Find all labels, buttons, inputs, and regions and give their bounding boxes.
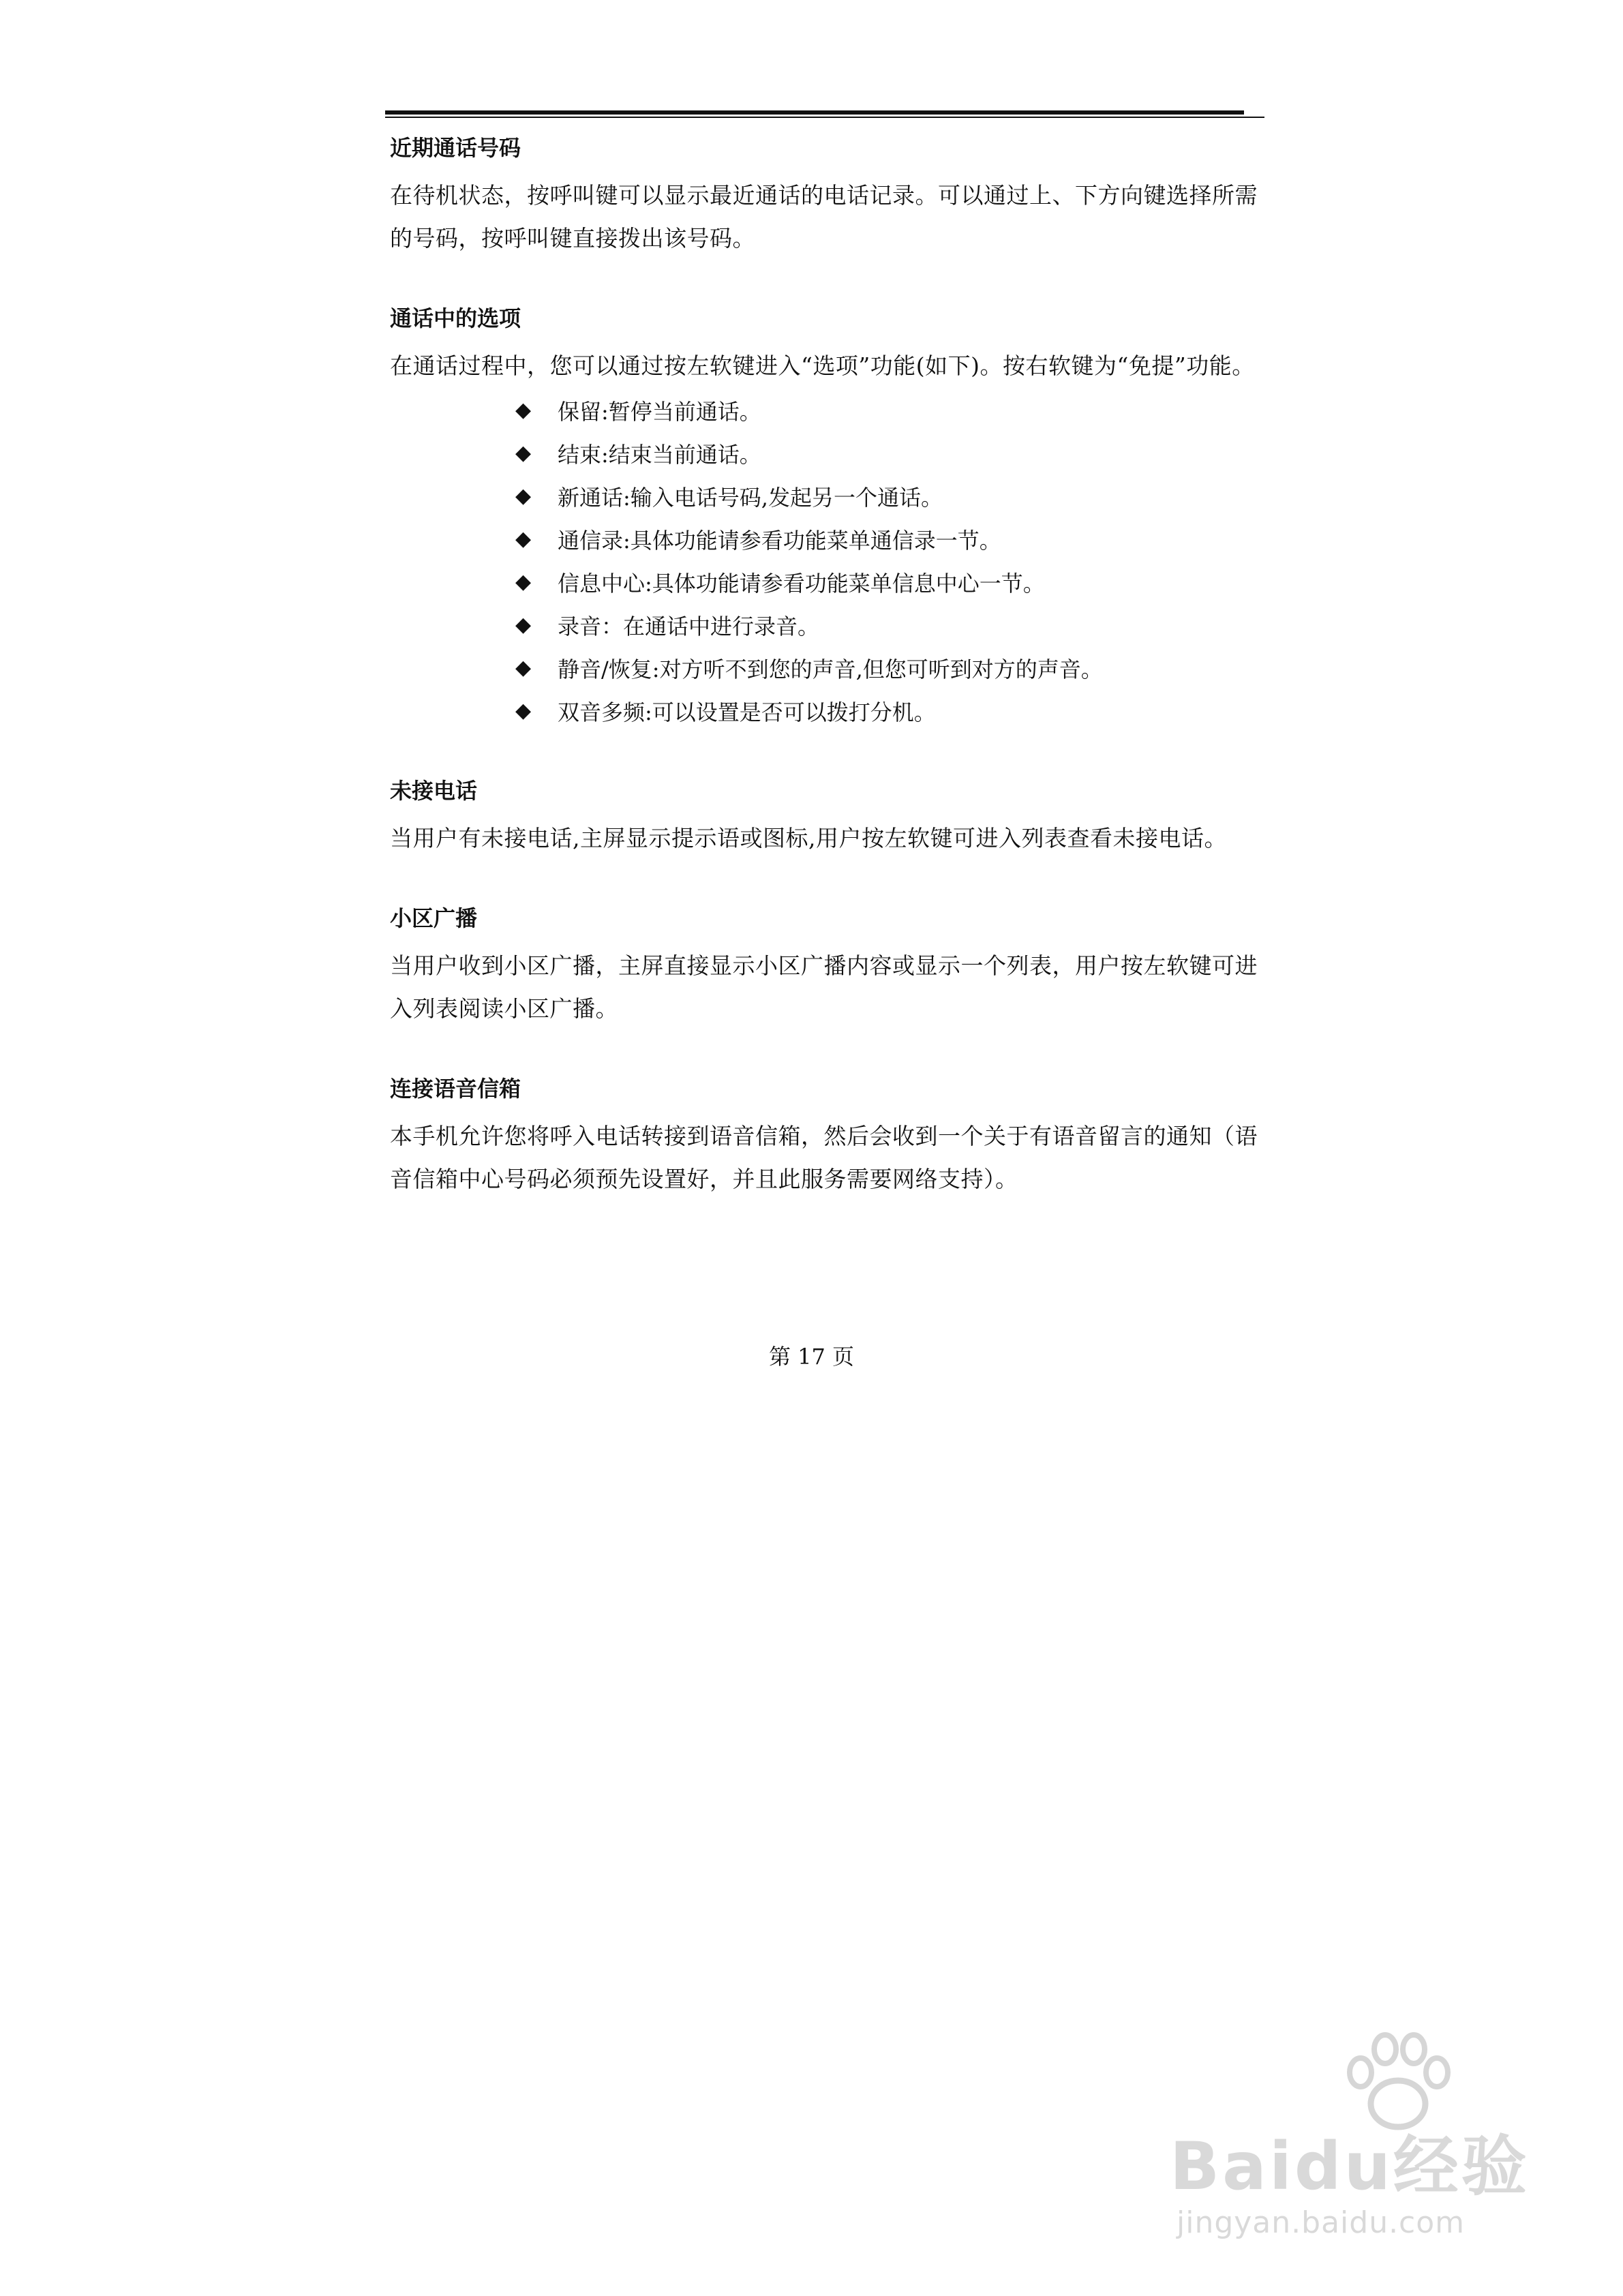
watermark-brand: Baidu经验	[1170, 2128, 1530, 2205]
section-paragraph: 当用户收到小区广播，主屏直接显示小区广播内容或显示一个列表，用户按左软键可进入列表阅读小区广播。	[390, 952, 1258, 1022]
diamond-bullet-icon: ◆	[515, 440, 532, 465]
section-heading: 通话中的选项	[390, 305, 521, 331]
page-content	[390, 133, 1264, 1244]
list-item-text: 信息中心:具体功能请参看功能菜单信息中心一节。	[558, 570, 1045, 596]
list-item	[515, 517, 1264, 560]
section-paragraph: 在通话过程中，您可以通过按左软键进入“选项”功能(如下)。按右软键为“免提”功能。	[390, 352, 1255, 379]
paw-icon	[1340, 2030, 1456, 2139]
list-item-text: 录音：在通话中进行录音。	[558, 613, 820, 639]
diamond-bullet-icon: ◆	[515, 569, 532, 594]
list-item	[515, 603, 1264, 646]
diamond-bullet-icon: ◆	[515, 655, 532, 680]
diamond-bullet-icon: ◆	[515, 397, 532, 422]
section-missed-calls	[390, 776, 1264, 860]
header-rule-thick	[385, 110, 1244, 115]
header-rule-thin	[385, 117, 1264, 118]
diamond-bullet-icon: ◆	[515, 612, 532, 637]
options-list	[390, 389, 1264, 732]
list-item	[515, 474, 1264, 517]
section-voicemail	[390, 1074, 1264, 1200]
diamond-bullet-icon: ◆	[515, 526, 532, 551]
list-item-text: 保留:暂停当前通话。	[558, 398, 761, 425]
section-cell-broadcast	[390, 903, 1264, 1030]
section-heading: 小区广播	[390, 905, 478, 931]
section-in-call-options	[390, 303, 1264, 732]
list-item	[515, 432, 1264, 474]
section-heading: 近期通话号码	[390, 135, 521, 161]
page-number: 第 17 页	[768, 1344, 855, 1370]
section-heading: 连接语音信箱	[390, 1076, 521, 1102]
diamond-bullet-icon: ◆	[515, 698, 532, 723]
list-item-text: 双音多频:可以设置是否可以拨打分机。	[558, 699, 936, 725]
list-item-text: 新通话:输入电话号码,发起另一个通话。	[558, 484, 943, 511]
section-heading: 未接电话	[390, 778, 478, 804]
section-recent-calls	[390, 133, 1264, 260]
list-item	[515, 560, 1264, 603]
list-item-text: 结束:结束当前通话。	[558, 441, 761, 468]
list-item-text: 通信录:具体功能请参看功能菜单通信录一节。	[558, 527, 1001, 554]
list-item-text: 静音/恢复:对方听不到您的声音,但您可听到对方的声音。	[558, 656, 1103, 682]
section-paragraph: 当用户有未接电话,主屏显示提示语或图标,用户按左软键可进入列表查看未接电话。	[390, 825, 1227, 851]
watermark-url: jingyan.baidu.com	[1177, 2205, 1466, 2240]
list-item	[515, 389, 1264, 432]
section-paragraph: 在待机状态，按呼叫键可以显示最近通话的电话记录。可以通过上、下方向键选择所需的号码，按呼叫键直接拨出该号码。	[390, 182, 1258, 252]
list-item	[515, 689, 1264, 732]
section-paragraph: 本手机允许您将呼入电话转接到语音信箱，然后会收到一个关于有语音留言的通知（语音信箱中心号码必须预先设置好，并且此服务需要网络支持）。	[390, 1123, 1258, 1192]
list-item	[515, 646, 1264, 689]
baidu-jingyan-watermark	[1170, 2030, 1551, 2248]
diamond-bullet-icon: ◆	[515, 483, 532, 508]
